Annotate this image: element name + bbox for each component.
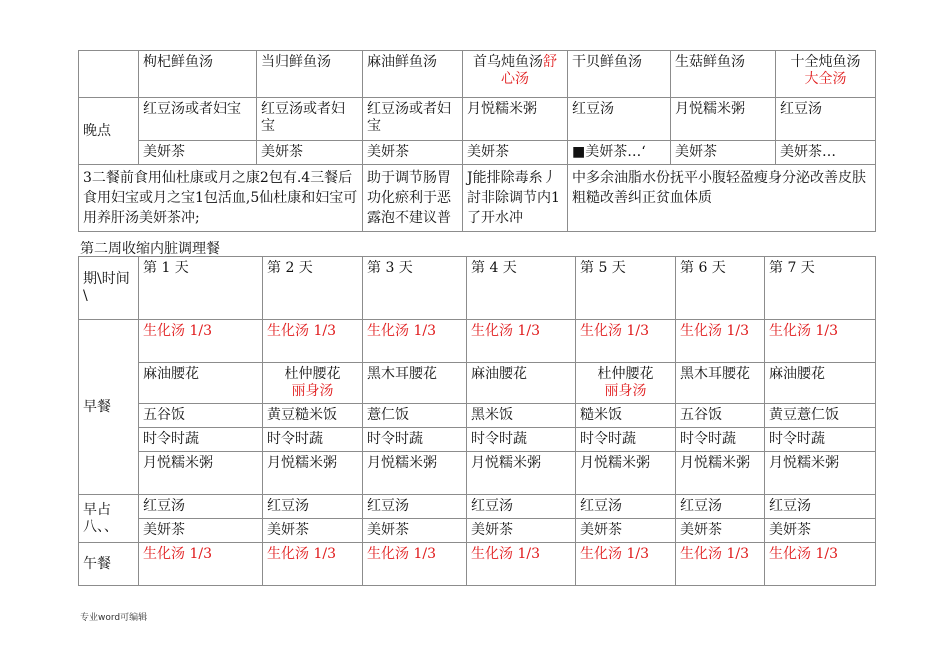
bf5-c3: 月悦糯米粥 <box>363 452 467 495</box>
ev2-c7: 美妍茶… <box>776 141 876 165</box>
soup-4-red: 舒心汤 <box>501 54 557 87</box>
bf2-c5 <box>576 363 676 404</box>
snack-label: 早占八、、 <box>79 495 139 543</box>
day-header-row <box>79 257 876 320</box>
sn2-c7: 美妍茶 <box>765 519 876 543</box>
footer-note: 专业word可编辑 <box>80 613 148 623</box>
bf1-c5: 生化汤 1/3 <box>576 320 676 363</box>
sn1-c5: 红豆汤 <box>576 495 676 519</box>
bf2-c1: 麻油腰花 <box>139 363 263 404</box>
day-1: 第 1 天 <box>139 257 263 320</box>
sn2-c4: 美妍茶 <box>467 519 576 543</box>
breakfast-label: 早餐 <box>79 320 139 495</box>
day-6: 第 6 天 <box>676 257 765 320</box>
bf4-c1: 时令时蔬 <box>139 428 263 452</box>
breakfast-row-5 <box>79 452 876 495</box>
ev1-c1: 红豆汤或者妇宝 <box>139 98 257 141</box>
ev1-c7: 红豆汤 <box>776 98 876 141</box>
bf1-c2: 生化汤 1/3 <box>263 320 363 363</box>
bf4-c6: 时令时蔬 <box>676 428 765 452</box>
sn1-c6: 红豆汤 <box>676 495 765 519</box>
bf3-c6: 五谷饭 <box>676 404 765 428</box>
bf5-c4: 月悦糯米粥 <box>467 452 576 495</box>
evening-row-1 <box>79 98 876 141</box>
evening-row-2 <box>79 141 876 165</box>
sn1-c4: 红豆汤 <box>467 495 576 519</box>
bf2-c4: 麻油腰花 <box>467 363 576 404</box>
sn1-c1: 红豆汤 <box>139 495 263 519</box>
note-4: 中多余油脂水份抚平小腹轻盈瘦身分泌改善皮肤粗糙改善纠正贫血体质 <box>568 165 876 232</box>
ln1-c5: 生化汤 1/3 <box>576 543 676 586</box>
snack-row-1 <box>79 495 876 519</box>
bf5-c5: 月悦糯米粥 <box>576 452 676 495</box>
bf5-c6: 月悦糯米粥 <box>676 452 765 495</box>
cell-soup-2: 当归鲜鱼汤 <box>257 51 363 98</box>
bf5-c1: 月悦糯米粥 <box>139 452 263 495</box>
bf2-c2-sub: 丽身汤 <box>291 383 334 399</box>
ev1-c2: 红豆汤或者妇宝 <box>257 98 363 141</box>
lunch-row-1 <box>79 543 876 586</box>
sn1-c2: 红豆汤 <box>263 495 363 519</box>
breakfast-row-1 <box>79 320 876 363</box>
bf1-c4: 生化汤 1/3 <box>467 320 576 363</box>
bf1-c1: 生化汤 1/3 <box>139 320 263 363</box>
ln1-c2: 生化汤 1/3 <box>263 543 363 586</box>
week2-table <box>78 256 876 586</box>
lunch-label: 午餐 <box>79 543 139 586</box>
ev2-c6: 美妍茶 <box>671 141 776 165</box>
bf3-c4: 黑米饭 <box>467 404 576 428</box>
ln1-c1: 生化汤 1/3 <box>139 543 263 586</box>
bf4-c5: 时令时蔬 <box>576 428 676 452</box>
soup-7-red: 大全汤 <box>804 71 847 87</box>
ev2-c5: ■美妍茶…‘ <box>568 141 671 165</box>
notes-row <box>79 165 876 232</box>
week1-table <box>78 50 876 232</box>
ev2-c3: 美妍茶 <box>363 141 463 165</box>
ev1-c3: 红豆汤或者妇宝 <box>363 98 463 141</box>
snack-row-2 <box>79 519 876 543</box>
day-4: 第 4 天 <box>467 257 576 320</box>
sn2-c5: 美妍茶 <box>576 519 676 543</box>
ev1-c5: 红豆汤 <box>568 98 671 141</box>
breakfast-row-2 <box>79 363 876 404</box>
bf4-c3: 时令时蔬 <box>363 428 467 452</box>
note-2: 助于调节肠胃功化瘀利于恶露泡不建议普 <box>363 165 463 232</box>
bf3-c1: 五谷饭 <box>139 404 263 428</box>
ev1-c6: 月悦糯米粥 <box>671 98 776 141</box>
cell-soup-1: 枸杞鲜鱼汤 <box>139 51 257 98</box>
bf2-c3: 黑木耳腰花 <box>363 363 467 404</box>
cell-soup-4 <box>463 51 568 98</box>
cell-soup-7 <box>776 51 876 98</box>
ln1-c3: 生化汤 1/3 <box>363 543 467 586</box>
bf3-c2: 黄豆糙米饭 <box>263 404 363 428</box>
day-7: 第 7 天 <box>765 257 876 320</box>
ev2-c4: 美妍茶 <box>463 141 568 165</box>
ev1-c4: 月悦糯米粥 <box>463 98 568 141</box>
cell-soup-6: 生菇鲜鱼汤 <box>671 51 776 98</box>
evening-label: 晚点 <box>79 98 139 165</box>
week2-caption: 第二周收缩内脏调理餐 <box>80 241 220 257</box>
bf2-c6: 黑木耳腰花 <box>676 363 765 404</box>
bf3-c7: 黄豆薏仁饭 <box>765 404 876 428</box>
ln1-c7: 生化汤 1/3 <box>765 543 876 586</box>
soup-7-main: 十全炖鱼汤 <box>790 54 861 70</box>
day-2: 第 2 天 <box>263 257 363 320</box>
bf5-c2: 月悦糯米粥 <box>263 452 363 495</box>
bf5-c7: 月悦糯米粥 <box>765 452 876 495</box>
ev2-c2: 美妍茶 <box>257 141 363 165</box>
sn2-c2: 美妍茶 <box>263 519 363 543</box>
bf2-c5-main: 杜仲腰花 <box>597 366 654 382</box>
bf4-c7: 时令时蔬 <box>765 428 876 452</box>
sn2-c1: 美妍茶 <box>139 519 263 543</box>
sn1-c7: 红豆汤 <box>765 495 876 519</box>
bf1-c7: 生化汤 1/3 <box>765 320 876 363</box>
bf4-c2: 时令时蔬 <box>263 428 363 452</box>
sn1-c3: 红豆汤 <box>363 495 467 519</box>
cell-soup-3: 麻油鲜鱼汤 <box>363 51 463 98</box>
ev2-c1: 美妍茶 <box>139 141 257 165</box>
soup-4-main: 首乌炖鱼汤 <box>473 54 543 70</box>
day-3: 第 3 天 <box>363 257 467 320</box>
bf2-c7: 麻油腰花 <box>765 363 876 404</box>
bf1-c6: 生化汤 1/3 <box>676 320 765 363</box>
bf1-c3: 生化汤 1/3 <box>363 320 467 363</box>
breakfast-row-4 <box>79 428 876 452</box>
bf4-c4: 时令时蔬 <box>467 428 576 452</box>
note-3: J能排除毒糸丿討非除调节内1了开水冲 <box>463 165 568 232</box>
breakfast-row-3 <box>79 404 876 428</box>
sn2-c3: 美妍茶 <box>363 519 467 543</box>
bf3-c3: 薏仁饭 <box>363 404 467 428</box>
soup-row <box>79 51 876 98</box>
sn2-c6: 美妍茶 <box>676 519 765 543</box>
bf2-c5-sub: 丽身汤 <box>604 383 647 399</box>
ln1-c6: 生化汤 1/3 <box>676 543 765 586</box>
row-label-empty <box>79 51 139 98</box>
day-5: 第 5 天 <box>576 257 676 320</box>
ln1-c4: 生化汤 1/3 <box>467 543 576 586</box>
corner-cell: 期\时间\ <box>79 257 139 320</box>
cell-soup-5: 干贝鲜鱼汤 <box>568 51 671 98</box>
bf2-c2-main: 杜仲腰花 <box>284 366 341 382</box>
bf3-c5: 糙米饭 <box>576 404 676 428</box>
bf2-c2 <box>263 363 363 404</box>
note-1: 3二餐前食用仙杜康或月之康2包有.4三餐后食用妇宝或月之宝1包活血,5仙杜康和妇宝可用养肝汤美妍茶冲; <box>79 165 363 232</box>
